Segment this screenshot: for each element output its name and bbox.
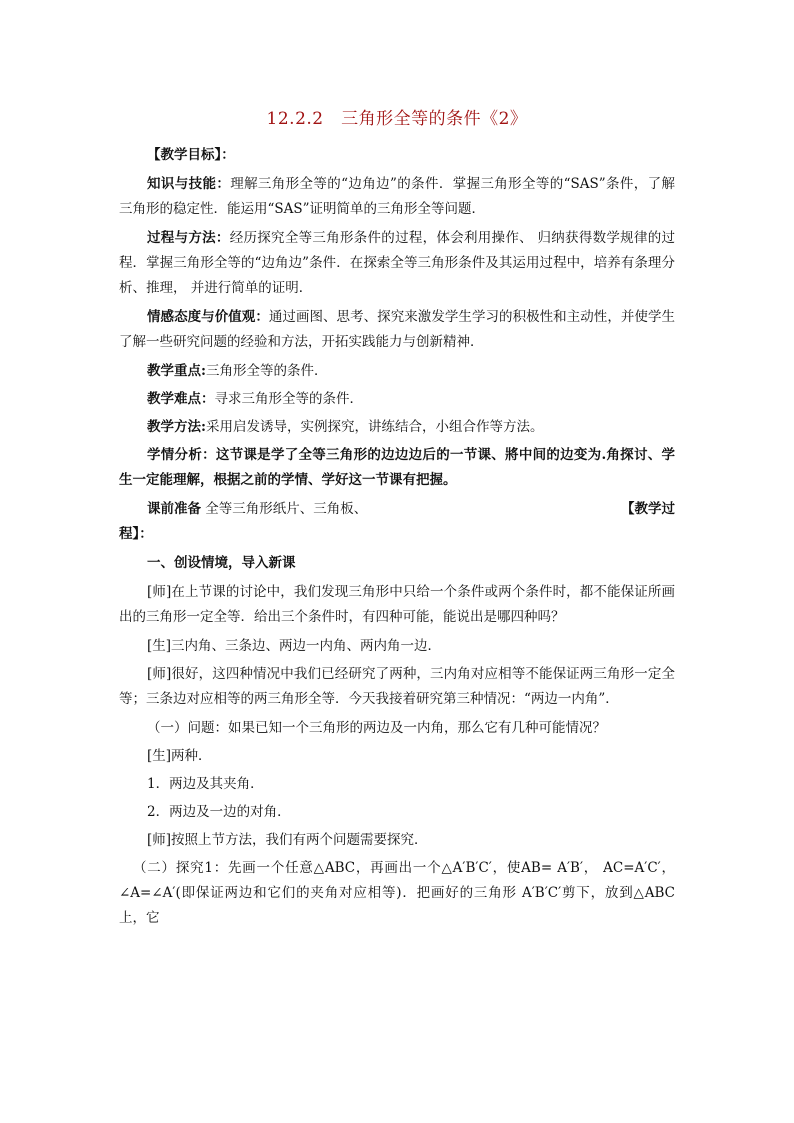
process-heading-a: 【教学过: [621, 501, 675, 517]
process-label: 过程与方法：: [147, 230, 230, 246]
emotion-paragraph: [119, 305, 675, 355]
process-paragraph: [119, 226, 675, 301]
case-2: 2．两边及一边的对角．: [147, 804, 291, 820]
knowledge-label: 知识与技能：: [147, 176, 231, 192]
case-1: 1．两边及其夹角．: [147, 776, 264, 792]
prep-left: [119, 497, 367, 522]
teacher-line-1: [师]在上节课的讨论中，我们发现三角形中只给一个条件或两个条件时，都不能保证所画出的三角形一定全等．给出三个条件时，有四种可能，能说出是哪四种吗？: [119, 584, 675, 625]
teacher-line-3: [师]按照上节方法，我们有两个问题需要探究．: [147, 832, 428, 848]
objectives-heading: 【教学目标】：: [147, 147, 235, 163]
method-label: 教学方法:: [147, 419, 206, 435]
teacher-line-2: [师]很好，这四种情况中我们已经研究了两种，三内角对应相等不能保证两三角形一定全等；三条边对应相等的两三角形全等．今天我接着研究第三种情况：“两边一内角”．: [119, 666, 675, 707]
student-line-2: [生]两种．: [147, 748, 212, 764]
prep-text: 全等三角形纸片、三角板、: [201, 501, 368, 517]
prep-paragraph: [119, 497, 675, 522]
process-heading-b: 程】：: [119, 526, 153, 542]
key-text: 三角形全等的条件．: [205, 363, 328, 379]
document-title: 12.2.2 三角形全等的条件《2》: [266, 109, 528, 129]
key-label: 教学重点:: [147, 363, 206, 379]
difficulty-paragraph: [119, 387, 675, 412]
process-text: 经历探究全等三角形条件的过程，体会利用操作、 归纳获得数学规律的过程．掌握三角形全等的“边角边”条件．在探索全等三角形条件及其运用过程中，培养有条理分析、推理， 并进行简单的证明．: [119, 230, 676, 296]
knowledge-text: 理解三角形全等的“边角边”的条件．掌握三角形全等的“SAS”条件，了解三角形的稳定性．能运用“SAS”证明简单的三角形全等问题．: [119, 176, 676, 217]
difficulty-text: 寻求三角形全等的条件．: [214, 391, 363, 407]
student-line-1: [生]三内角、三条边、两边一内角、两内角一边．: [147, 638, 442, 654]
section-1-heading: 一、创设情境，导入新课: [147, 555, 296, 571]
analysis-paragraph: 学情分析：这节课是学了全等三角形的边边边后的一节课、將中间的边变为.角探讨、学生一定能理解，根据之前的学情、学好这一节课有把握。: [119, 447, 675, 488]
knowledge-paragraph: [119, 172, 675, 222]
key-point-paragraph: [119, 359, 675, 384]
explore-1: （二）探究1：先画一个任意△ABC，再画出一个△A′B′C′，使AB= A′B′， AC=A′C′，∠A=∠A′(即保证两边和它们的夹角对应相等)．把画好的三角形 A′B′C′剪下，放到△ABC上，它: [119, 860, 675, 926]
prep-label: 课前准备: [147, 501, 201, 517]
difficulty-label: 教学难点：: [147, 391, 215, 407]
question-1: （一）问题：如果已知一个三角形的两边及一内角，那么它有几种可能情况？: [147, 720, 606, 736]
method-text: 采用启发诱导，实例探究，讲练结合，小组合作等方法。: [205, 419, 544, 435]
document-body: [119, 143, 675, 935]
method-paragraph: [119, 415, 675, 440]
emotion-text: 通过画图、思考、探究来激发学生学习的积极性和主动性，并使学生了解一些研究问题的经验和方法，开拓实践能力与创新精神．: [119, 309, 676, 350]
emotion-label: 情感态度与价值观：: [147, 309, 269, 325]
